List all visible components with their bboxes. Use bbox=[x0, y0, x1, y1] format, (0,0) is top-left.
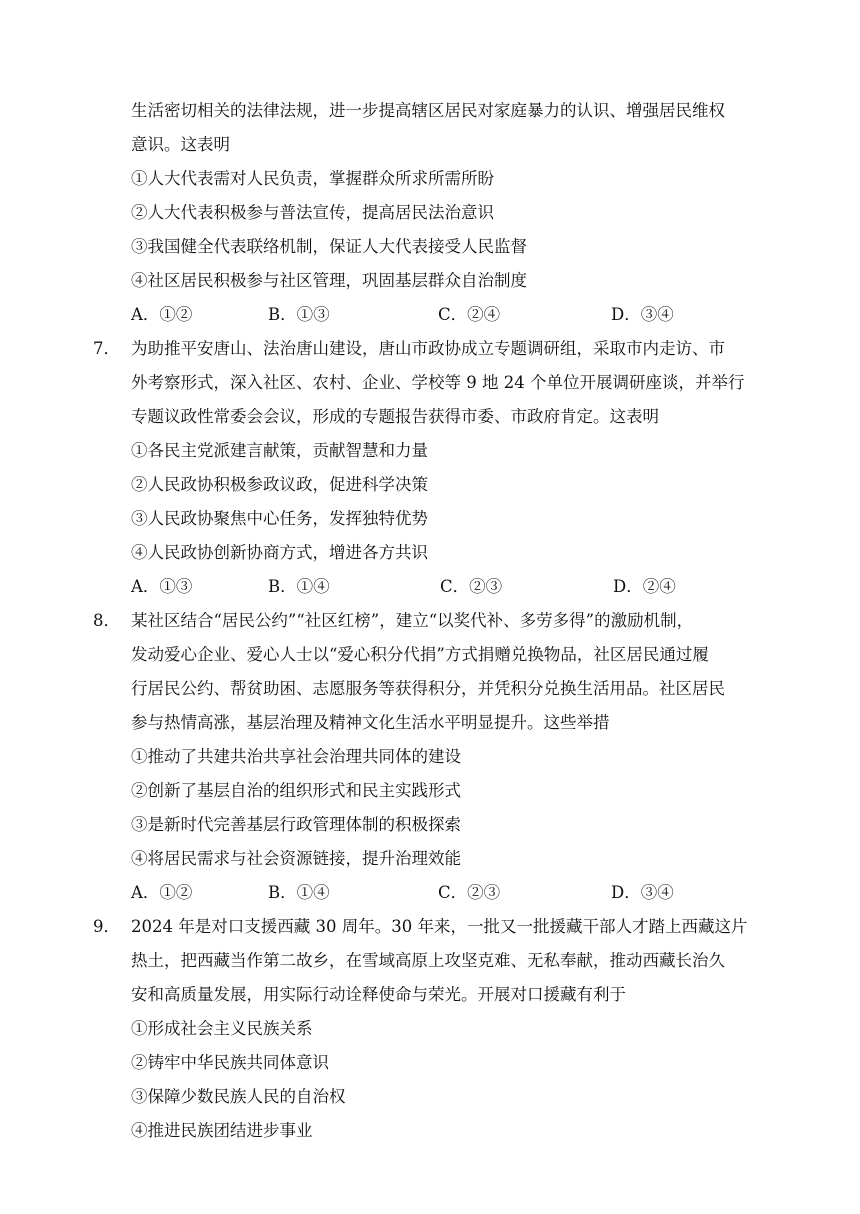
q7-stem-line: 外考察形式，深入社区、农村、企业、学校等 9 地 24 个单位开展调研座谈，并举行 bbox=[131, 373, 745, 392]
q7-option: ②人民政协积极参政议政，促进科学决策 bbox=[131, 475, 428, 494]
q8-stem-line: 行居民公约、帮贫助困、志愿服务等获得积分，并凭积分兑换生活用品。社区居民 bbox=[131, 679, 725, 698]
q9-stem-line: 热土，把西藏当作第二故乡，在雪域高原上攻坚克难、无私奉献，推动西藏长治久 bbox=[131, 951, 725, 970]
choice-d: D．③④ bbox=[611, 305, 674, 324]
choice-d: D．②④ bbox=[613, 577, 676, 596]
question-number: 9． bbox=[93, 917, 120, 936]
question-number: 8． bbox=[93, 611, 120, 630]
choice-b: B．①③ bbox=[268, 305, 330, 324]
q8-stem-line: 参与热情高涨，基层治理及精神文化生活水平明显提升。这些举措 bbox=[131, 713, 610, 732]
q6-option: ①人大代表需对人民负责，掌握群众所求所需所盼 bbox=[131, 169, 494, 188]
q6-stem-line: 意识。这表明 bbox=[131, 135, 230, 154]
q9-option: ④推进民族团结进步事业 bbox=[131, 1121, 313, 1140]
choice-d: D．③④ bbox=[611, 883, 674, 902]
q9-option: ①形成社会主义民族关系 bbox=[131, 1019, 313, 1038]
q9-option: ③保障少数民族人民的自治权 bbox=[131, 1087, 346, 1106]
q6-option: ③我国健全代表联络机制，保证人大代表接受人民监督 bbox=[131, 237, 527, 256]
q8-option: ③是新时代完善基层行政管理体制的积极探索 bbox=[131, 815, 461, 834]
choice-a: A．①② bbox=[131, 883, 193, 902]
q7-option: ④人民政协创新协商方式，增进各方共识 bbox=[131, 543, 428, 562]
choice-c: C．②③ bbox=[440, 577, 503, 596]
choice-b: B．①④ bbox=[268, 577, 330, 596]
question-number: 7． bbox=[93, 339, 120, 358]
choice-a: A．①③ bbox=[131, 577, 193, 596]
q6-stem-line: 生活密切相关的法律法规，进一步提高辖区居民对家庭暴力的认识、增强居民维权 bbox=[131, 101, 725, 120]
choice-c: C．②④ bbox=[438, 305, 501, 324]
q9-stem-line: 2024 年是对口支援西藏 30 周年。30 年来，一批又一批援藏干部人才踏上西藏这片 bbox=[131, 917, 748, 936]
choice-a: A．①② bbox=[131, 305, 193, 324]
q8-choices bbox=[131, 882, 781, 904]
q7-choices bbox=[131, 576, 781, 598]
q8-option: ②创新了基层自治的组织形式和民主实践形式 bbox=[131, 781, 461, 800]
q9-option: ②铸牢中华民族共同体意识 bbox=[131, 1053, 329, 1072]
q6-option: ②人大代表积极参与普法宣传，提高居民法治意识 bbox=[131, 203, 494, 222]
q7-stem-line: 为助推平安唐山、法治唐山建设，唐山市政协成立专题调研组，采取市内走访、市 bbox=[131, 339, 725, 358]
choice-b: B．①④ bbox=[268, 883, 330, 902]
q6-choices bbox=[131, 304, 781, 326]
q6-option: ④社区居民积极参与社区管理，巩固基层群众自治制度 bbox=[131, 271, 527, 290]
q8-option: ①推动了共建共治共享社会治理共同体的建设 bbox=[131, 747, 461, 766]
q7-stem-line: 专题议政性常委会会议，形成的专题报告获得市委、市政府肯定。这表明 bbox=[131, 407, 659, 426]
q7-option: ③人民政协聚焦中心任务，发挥独特优势 bbox=[131, 509, 428, 528]
q8-stem-line: 发动爱心企业、爱心人士以“爱心积分代捐”方式捐赠兑换物品，社区居民通过履 bbox=[131, 645, 709, 664]
q7-option: ①各民主党派建言献策，贡献智慧和力量 bbox=[131, 441, 428, 460]
q9-stem-line: 安和高质量发展，用实际行动诠释使命与荣光。开展对口援藏有利于 bbox=[131, 985, 626, 1004]
choice-c: C．②③ bbox=[438, 883, 501, 902]
q8-option: ④将居民需求与社会资源链接，提升治理效能 bbox=[131, 849, 461, 868]
q8-stem-line: 某社区结合“居民公约”“社区红榜”，建立“以奖代补、多劳多得”的激励机制， bbox=[131, 611, 694, 630]
